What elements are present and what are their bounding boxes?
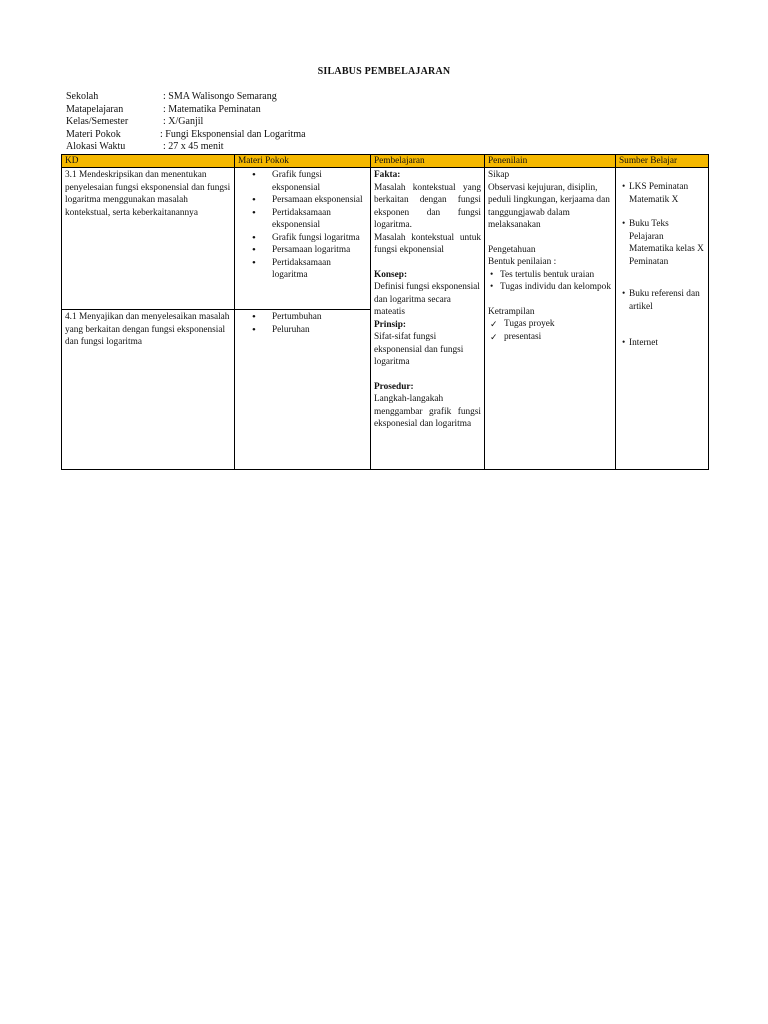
fakta-text-1: Masalah kontekstual yang berkaitan dengan fungsi eksponen dan fungsi logaritma. [374,182,481,230]
list-item: • Grafik fungsi logaritma [272,232,367,245]
list-item: • Internet [619,337,705,350]
kd-cell [62,310,235,470]
sumber-list [619,181,705,350]
list-item: • Buku referensi dan artikel [619,288,705,313]
prosedur-text: Langkah-langakah menggambar grafik fungsi eksponesial dan logaritma [374,394,481,429]
sumber-cell [616,168,709,470]
fakta-label: Fakta: [374,170,401,180]
ketrampilan-list [488,318,612,343]
header-penilaian: Penenilain [485,155,616,168]
meta-value: : Fungi Eksponensial dan Logaritma [160,129,306,140]
prosedur-label: Prosedur: [374,381,414,392]
materi-cell [235,168,371,310]
list-item: • Peluruhan [272,324,367,337]
konsep-label: Konsep: [374,269,408,280]
penilaian-cell [485,168,616,470]
meta-key: Matapelajaran [66,104,124,115]
prinsip-label: Prinsip: [374,319,407,330]
sikap-label: Sikap [488,170,510,180]
materi-cell [235,310,371,470]
header-kd: KD [62,155,235,168]
meta-value: : X/Ganjil [163,116,204,127]
meta-key: Materi Pokok [66,129,121,140]
pembelajaran-cell [371,168,485,470]
page-title: SILABUS PEMBELAJARAN [317,66,451,77]
prinsip-text: Sifat-sifat fungsi eksponensial dan fungsi logaritma [374,332,464,367]
list-item: • Buku Teks Pelajaran Matematika kelas X Peminatan [619,218,705,268]
kd-cell [62,168,235,310]
list-item: • Persamaan eksponensial [272,194,367,207]
meta-key: Kelas/Semester [66,116,129,127]
header-pembelajaran: Pembelajaran [371,155,485,168]
header-row [62,155,709,168]
header-materi: Materi Pokok [235,155,371,168]
list-item: • Grafik fungsi eksponensial [272,169,367,194]
sikap-text: Observasi kejujuran, disiplin, peduli lingkungan, kerjaama dan tanggungjawab dalam melaksanakan [488,182,610,230]
list-item: • Tes tertulis bentuk uraian [488,269,612,282]
syllabus-table [61,154,709,470]
bentuk-label: Bentuk penilaian : [488,257,557,267]
ketrampilan-label: Ketrampilan [488,306,535,317]
list-item: ✓ Tugas proyek [488,318,612,331]
header-sumber: Sumber Belajar [616,155,709,168]
meta-value: : Matematika Peminatan [163,104,261,115]
list-item: • Pertidaksamaan eksponensial [272,207,367,232]
konsep-text: Definisi fungsi eksponensial dan logaritma secara mateatis [374,282,480,317]
meta-value: : SMA Walisongo Semarang [163,91,277,102]
list-item: • Pertidaksamaan logaritma [272,257,367,282]
bentuk-list [488,269,612,294]
table-row [62,168,709,310]
pengetahuan-label: Pengetahuan [488,244,536,255]
list-item: • LKS Peminatan Matematik X [619,181,705,206]
list-item: • Tugas individu dan kelompok [488,281,612,294]
list-item: • Persamaan logaritma [272,244,367,257]
fakta-text-2: Masalah kontekstual untuk fungsi ekponensial [374,232,481,255]
list-item: ✓ presentasi [488,331,612,344]
kd-text: 3.1 Mendeskripsikan dan menentukan penyelesaian fungsi eksponensial dan fungsi logaritma menggunakan masalah kontekstual, serta keberkaitanannya [65,170,231,218]
meta-value: : 27 x 45 menit [163,141,224,152]
meta-key: Alokasi Waktu [66,141,126,152]
meta-key: Sekolah [66,91,99,102]
materi-list [238,311,367,336]
materi-list [238,169,367,282]
list-item: • Pertumbuhan [272,311,367,324]
kd-text: 4.1 Menyajikan dan menyelesaikan masalah yang berkaitan dengan fungsi eksponensial dan fungsi logaritma [65,312,230,347]
